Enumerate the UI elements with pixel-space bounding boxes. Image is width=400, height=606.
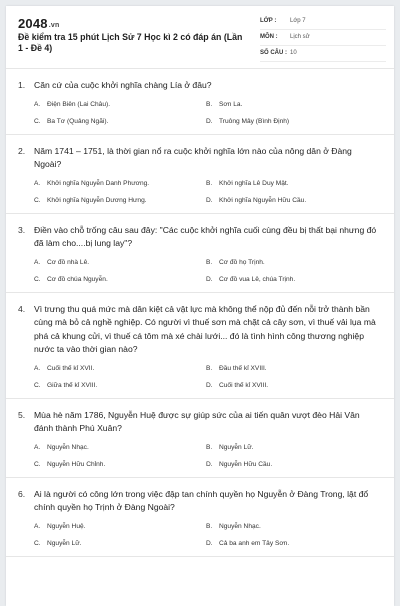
answer-options bbox=[18, 179, 380, 205]
option-text: Ba Tơ (Quảng Ngãi). bbox=[47, 117, 109, 125]
option-letter: B. bbox=[206, 364, 213, 372]
option-text: Nguyễn Hữu Chỉnh. bbox=[47, 460, 106, 468]
question-block bbox=[6, 478, 394, 557]
answer-option[interactable] bbox=[206, 179, 378, 188]
question-block bbox=[6, 214, 394, 293]
answer-option[interactable] bbox=[34, 443, 206, 452]
meta-value: Lịch sử bbox=[290, 34, 310, 40]
option-text: Đầu thế kỉ XVIII. bbox=[219, 364, 267, 372]
option-letter: B. bbox=[206, 100, 213, 108]
meta-row-count bbox=[260, 46, 386, 62]
answer-option[interactable] bbox=[206, 100, 378, 109]
option-letter: C. bbox=[34, 196, 41, 204]
option-text: Cơ đồ vua Lê, chúa Trịnh. bbox=[219, 275, 296, 283]
logo-domain: .vn bbox=[48, 22, 60, 29]
option-text: Cả ba anh em Tây Sơn. bbox=[219, 539, 290, 547]
page-title: Đề kiểm tra 15 phút Lịch Sử 7 Học kì 2 có đáp án (Lần 1 - Đề 4) bbox=[18, 32, 243, 53]
exam-sheet bbox=[6, 6, 394, 606]
question-header bbox=[18, 145, 380, 172]
question-text: Mùa hè năm 1786, Nguyễn Huệ được sự giúp sức của ai tiến quân vượt đèo Hải Vân đánh thành Phú Xuân? bbox=[34, 409, 360, 433]
question-text: Căn cứ của cuộc khởi nghĩa chàng Lía ở đâu? bbox=[34, 80, 212, 90]
option-text: Điện Biên (Lai Châu). bbox=[47, 100, 111, 108]
answer-option[interactable] bbox=[34, 117, 206, 126]
meta-row-subject bbox=[260, 30, 386, 46]
answer-options bbox=[18, 443, 380, 469]
answer-option[interactable] bbox=[34, 460, 206, 469]
answer-option[interactable] bbox=[34, 179, 206, 188]
meta-value: 10 bbox=[290, 50, 297, 56]
answer-option[interactable] bbox=[34, 381, 206, 390]
option-text: Cuối thế kỉ XVIII. bbox=[219, 381, 269, 389]
exam-meta bbox=[260, 14, 386, 62]
option-text: Nguyễn Lữ. bbox=[219, 443, 254, 451]
answer-option[interactable] bbox=[34, 100, 206, 109]
meta-label: MÔN : bbox=[260, 34, 278, 40]
meta-label: LỚP : bbox=[260, 18, 277, 24]
option-text: Cuối thế kỉ XVII. bbox=[47, 364, 95, 372]
question-text: Năm 1741 – 1751, là thời gian nổ ra cuộc khởi nghĩa lớn nào của nông dân ở Đàng Ngoài? bbox=[34, 145, 352, 169]
question-header bbox=[18, 409, 380, 436]
answer-option[interactable] bbox=[206, 364, 378, 373]
answer-option[interactable] bbox=[34, 258, 206, 267]
option-text: Nguyễn Nhạc. bbox=[47, 443, 89, 451]
question-text: Điền vào chỗ trống câu sau đây: "Các cuộc khởi nghĩa cuối cùng đều bị thất bại nhưng đó đã làm cho....bị lung lay"? bbox=[34, 224, 377, 248]
option-letter: C. bbox=[34, 117, 41, 125]
option-letter: D. bbox=[206, 460, 213, 468]
option-text: Cơ đồ nhà Lê. bbox=[47, 258, 90, 266]
option-letter: D. bbox=[206, 117, 213, 125]
option-text: Giữa thế kỉ XVIII. bbox=[47, 381, 98, 389]
answer-option[interactable] bbox=[34, 275, 206, 284]
question-number: 6. bbox=[18, 488, 26, 499]
answer-option[interactable] bbox=[206, 522, 378, 531]
option-text: Cơ đồ họ Trịnh. bbox=[219, 258, 265, 266]
answer-option[interactable] bbox=[206, 539, 378, 548]
question-number: 2. bbox=[18, 145, 26, 156]
site-logo[interactable] bbox=[18, 16, 59, 31]
option-text: Truông Mây (Bình Định) bbox=[219, 117, 290, 125]
option-letter: D. bbox=[206, 381, 213, 389]
option-letter: C. bbox=[34, 460, 41, 468]
option-text: Khởi nghĩa Lê Duy Mật. bbox=[219, 179, 289, 187]
exam-header bbox=[6, 6, 394, 69]
option-letter: D. bbox=[206, 539, 213, 547]
question-block bbox=[6, 399, 394, 478]
meta-row-class bbox=[260, 14, 386, 30]
option-letter: B. bbox=[206, 179, 213, 187]
answer-option[interactable] bbox=[206, 443, 378, 452]
question-header bbox=[18, 79, 380, 93]
question-number: 3. bbox=[18, 224, 26, 235]
question-header bbox=[18, 224, 380, 251]
option-text: Khởi nghĩa Nguyễn Danh Phương. bbox=[47, 179, 150, 187]
answer-option[interactable] bbox=[34, 364, 206, 373]
question-header bbox=[18, 303, 380, 357]
meta-value: Lớp 7 bbox=[290, 18, 306, 24]
option-letter: A. bbox=[34, 258, 41, 266]
answer-option[interactable] bbox=[206, 258, 378, 267]
logo-text: 2048 bbox=[18, 16, 48, 31]
option-letter: C. bbox=[34, 275, 41, 283]
question-text: Vì trưng thu quá mức mà dân kiệt cả vật lực mà không thể nộp đủ đến nỗi trở thành bần cùng mà bỏ cả nghề nghiệp. Có người vì thuế sơn mà chặt cả cây sơn, vì thuế vải lụa mà phá cả khung cửi, vì thuế cá tôm mà xé chài lưới... đó là tình hình công thương nghiệp nước ta vào thời gian nào? bbox=[34, 303, 376, 354]
option-letter: A. bbox=[34, 443, 41, 451]
question-text: Ai là người có công lớn trong việc đập tan chính quyền họ Nguyễn ở Đàng Trong, lật đổ chính quyền họ Trịnh ở Đàng Ngoài? bbox=[34, 488, 369, 512]
question-number: 5. bbox=[18, 409, 26, 420]
option-text: Nguyễn Lữ. bbox=[47, 539, 82, 547]
question-number: 4. bbox=[18, 303, 26, 314]
answer-option[interactable] bbox=[34, 522, 206, 531]
answer-option[interactable] bbox=[34, 539, 206, 548]
option-letter: B. bbox=[206, 258, 213, 266]
answer-options bbox=[18, 100, 380, 126]
answer-option[interactable] bbox=[34, 196, 206, 205]
answer-options bbox=[18, 522, 380, 548]
option-letter: A. bbox=[34, 364, 41, 372]
option-letter: A. bbox=[34, 179, 41, 187]
option-text: Khởi nghĩa Nguyễn Dương Hưng. bbox=[47, 196, 147, 204]
option-letter: A. bbox=[34, 522, 41, 530]
question-header bbox=[18, 488, 380, 515]
answer-option[interactable] bbox=[206, 196, 378, 205]
option-text: Nguyễn Nhạc. bbox=[219, 522, 261, 530]
option-letter: B. bbox=[206, 443, 213, 451]
question-block bbox=[6, 293, 394, 399]
answer-options bbox=[18, 258, 380, 284]
option-text: Nguyễn Huệ. bbox=[47, 522, 86, 530]
meta-label: SỐ CÂU : bbox=[260, 50, 287, 56]
option-text: Nguyễn Hữu Cầu. bbox=[219, 460, 273, 468]
option-letter: C. bbox=[34, 539, 41, 547]
question-block bbox=[6, 135, 394, 214]
option-letter: B. bbox=[206, 522, 213, 530]
answer-option[interactable] bbox=[206, 460, 378, 469]
answer-option[interactable] bbox=[206, 117, 378, 126]
answer-option[interactable] bbox=[206, 381, 378, 390]
answer-option[interactable] bbox=[206, 275, 378, 284]
option-text: Sơn La. bbox=[219, 100, 243, 108]
question-number: 1. bbox=[18, 80, 26, 90]
question-block bbox=[6, 69, 394, 135]
option-text: Cơ đồ chúa Nguyễn. bbox=[47, 275, 108, 283]
option-letter: D. bbox=[206, 275, 213, 283]
answer-options bbox=[18, 364, 380, 390]
question-list bbox=[6, 69, 394, 557]
option-letter: D. bbox=[206, 196, 213, 204]
option-text: Khởi nghĩa Nguyễn Hữu Cầu. bbox=[219, 196, 307, 204]
option-letter: A. bbox=[34, 100, 41, 108]
option-letter: C. bbox=[34, 381, 41, 389]
